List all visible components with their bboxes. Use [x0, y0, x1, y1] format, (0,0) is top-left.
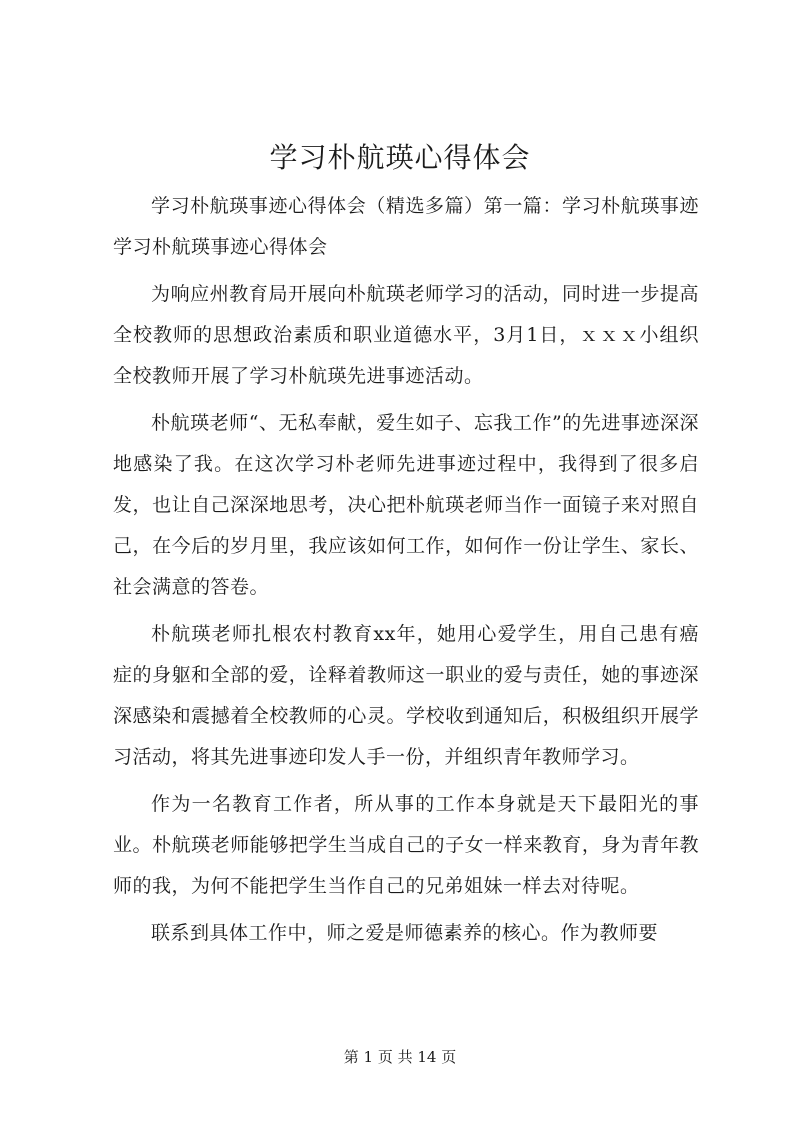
paragraph-2: 为响应州教育局开展向朴航瑛老师学习的活动，同时进一步提高全校教师的思想政治素质和职业道德水平，3月1日，ｘｘｘ小组织全校教师开展了学习朴航瑛先进事迹活动。: [113, 283, 699, 387]
page-number-footer: 第 1 页 共 14 页: [343, 1048, 457, 1066]
paragraph-1: 学习朴航瑛事迹心得体会（精选多篇）第一篇：学习朴航瑛事迹学习朴航瑛事迹心得体会: [113, 195, 699, 258]
paragraph-5: 作为一名教育工作者，所从事的工作本身就是天下最阳光的事业。朴航瑛老师能够把学生当成自己的子女一样来教育，身为青年教师的我，为何不能把学生当作自己的兄弟姐妹一样去对待呢。: [113, 793, 699, 897]
paragraph-6: 联系到具体工作中，师之爱是师德素养的核心。作为教师要: [151, 922, 659, 944]
document-title: 学习朴航瑛心得体会: [269, 141, 531, 174]
paragraph-4: 朴航瑛老师扎根农村教育xx年，她用心爱学生，用自己患有癌症的身躯和全部的爱，诠释着教师这一职业的爱与责任，她的事迹深深感染和震撼着全校教师的心灵。学校收到通知后，积极组织开展学习活动，将其先进事迹印发人手一份，并组织青年教师学习。: [113, 623, 699, 768]
paragraph-3: 朴航瑛老师“、无私奉献，爱生如子、忘我工作”的先进事迹深深地感染了我。在这次学习朴老师先进事迹过程中，我得到了很多启发，也让自己深深地思考，决心把朴航瑛老师当作一面镜子来对照自己，在今后的岁月里，我应该如何工作，如何作一份让学生、家长、社会满意的答卷。: [113, 412, 699, 598]
document-body: [113, 186, 699, 960]
